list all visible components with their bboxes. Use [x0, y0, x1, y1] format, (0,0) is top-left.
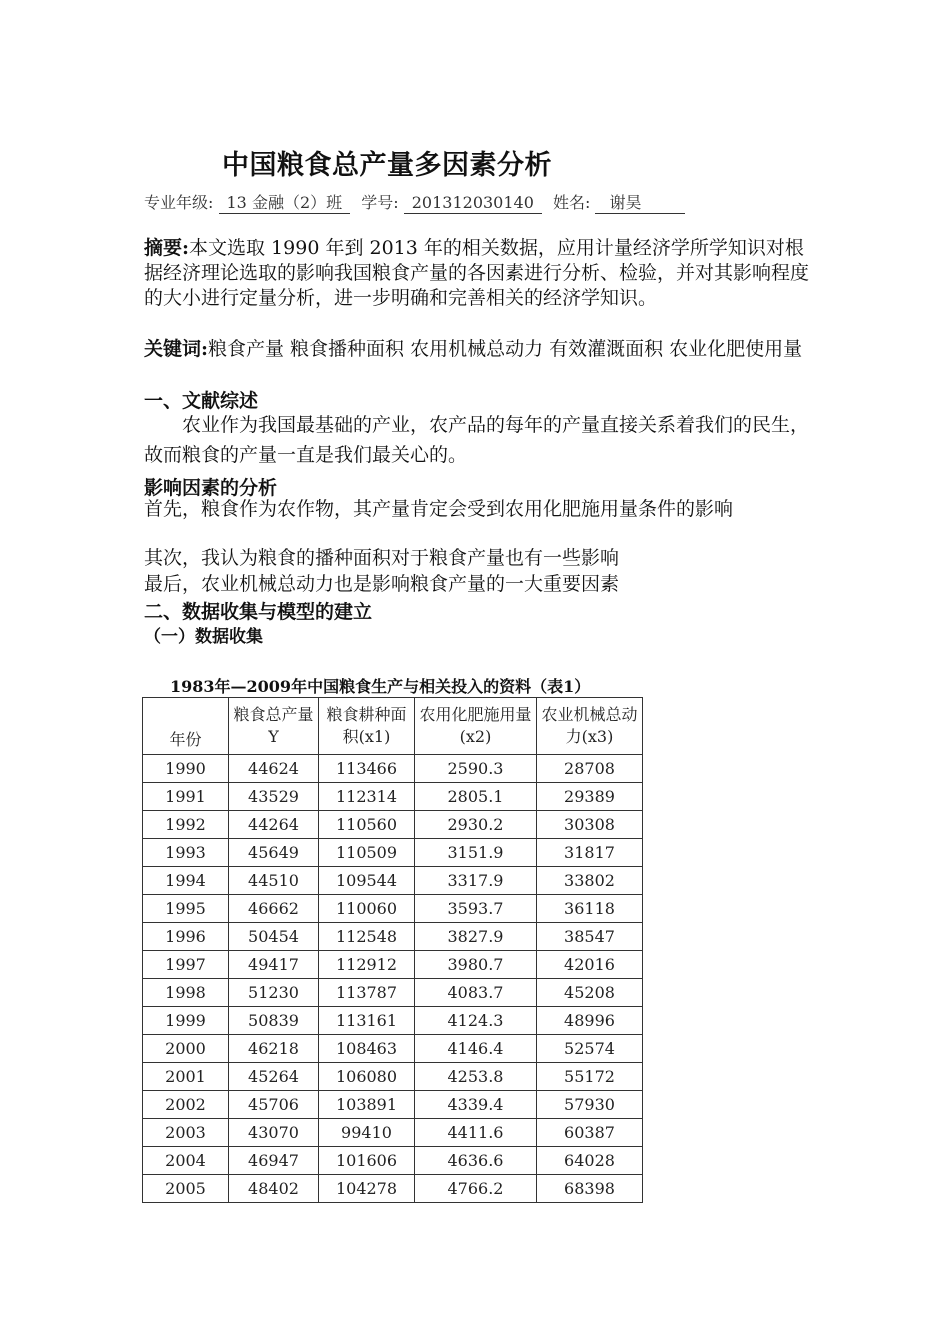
table-cell: 45706 [229, 1091, 319, 1119]
header-machinery: 农业机械总动力(x3) [537, 698, 643, 755]
table-cell: 49417 [229, 951, 319, 979]
table-cell: 48402 [229, 1175, 319, 1203]
table-cell: 1992 [143, 811, 229, 839]
table-cell: 110560 [319, 811, 415, 839]
table-row [143, 1007, 643, 1035]
table-cell: 1996 [143, 923, 229, 951]
table-cell: 43070 [229, 1119, 319, 1147]
table-cell: 3317.9 [415, 867, 537, 895]
table-cell: 55172 [537, 1063, 643, 1091]
table-cell: 2003 [143, 1119, 229, 1147]
table-cell: 2805.1 [415, 783, 537, 811]
table-cell: 110060 [319, 895, 415, 923]
table-row [143, 783, 643, 811]
table-cell: 4411.6 [415, 1119, 537, 1147]
student-id-value: 201312030140 [404, 194, 542, 214]
table-row [143, 1091, 643, 1119]
table-cell: 60387 [537, 1119, 643, 1147]
table-cell: 101606 [319, 1147, 415, 1175]
table-header-row [143, 698, 643, 755]
table-cell: 44264 [229, 811, 319, 839]
table-row [143, 979, 643, 1007]
table-cell: 2005 [143, 1175, 229, 1203]
major-value: 13 金融（2）班 [219, 194, 351, 214]
header-grain-output: 粮食总产量Y [229, 698, 319, 755]
table-cell: 45264 [229, 1063, 319, 1091]
section1-heading: 一、文献综述 [144, 390, 259, 412]
section1-paragraph: 农业作为我国最基础的产业，农产品的每年的产量直接关系着我们的民生，故而粮食的产量一直是我们最关心的。 [144, 414, 810, 466]
table-cell: 31817 [537, 839, 643, 867]
table-cell: 28708 [537, 755, 643, 783]
table-cell: 2930.2 [415, 811, 537, 839]
table-row [143, 923, 643, 951]
table-row [143, 839, 643, 867]
section2-heading: 二、数据收集与模型的建立 [144, 601, 373, 623]
table-caption: 1983年—2009年中国粮食生产与相关投入的资料（表1） [170, 677, 591, 696]
table-cell: 99410 [319, 1119, 415, 1147]
factor-line-3: 最后，农业机械总动力也是影响粮食产量的一大重要因素 [144, 573, 620, 595]
table-cell: 103891 [319, 1091, 415, 1119]
table-cell: 52574 [537, 1035, 643, 1063]
table-cell: 48996 [537, 1007, 643, 1035]
table-row [143, 1119, 643, 1147]
table-cell: 1991 [143, 783, 229, 811]
table-cell: 38547 [537, 923, 643, 951]
author-info [144, 190, 691, 214]
factor-line-1: 首先，粮食作为农作物，其产量肯定会受到农用化肥施用量条件的影响 [144, 498, 734, 520]
header-year: 年份 [143, 698, 229, 755]
table-cell: 4124.3 [415, 1007, 537, 1035]
student-id-label: 学号: [361, 193, 399, 212]
table-row [143, 1147, 643, 1175]
table-row [143, 755, 643, 783]
table-cell: 3593.7 [415, 895, 537, 923]
table-cell: 46947 [229, 1147, 319, 1175]
factor-line-2: 其次，我认为粮食的播种面积对于粮食产量也有一些影响 [144, 547, 620, 569]
name-label: 姓名: [552, 193, 591, 212]
table-cell: 112548 [319, 923, 415, 951]
table-cell: 113161 [319, 1007, 415, 1035]
table-cell: 104278 [319, 1175, 415, 1203]
table-cell: 44510 [229, 867, 319, 895]
keywords-label: 关键词: [144, 338, 209, 360]
table-row [143, 951, 643, 979]
table-cell: 33802 [537, 867, 643, 895]
table-cell: 2004 [143, 1147, 229, 1175]
table-cell: 4146.4 [415, 1035, 537, 1063]
table-row [143, 1035, 643, 1063]
table-cell: 1994 [143, 867, 229, 895]
table-cell: 1997 [143, 951, 229, 979]
table-cell: 36118 [537, 895, 643, 923]
table-cell: 29389 [537, 783, 643, 811]
table-cell: 4253.8 [415, 1063, 537, 1091]
grain-data-table [142, 697, 643, 1203]
table-cell: 3980.7 [415, 951, 537, 979]
page-title: 中国粮食总产量多因素分析 [222, 150, 552, 181]
table-cell: 44624 [229, 755, 319, 783]
table-cell: 109544 [319, 867, 415, 895]
table-row [143, 895, 643, 923]
table-cell: 42016 [537, 951, 643, 979]
table-cell: 4083.7 [415, 979, 537, 1007]
table-cell: 4636.6 [415, 1147, 537, 1175]
factors-heading: 影响因素的分析 [144, 477, 278, 499]
table-cell: 68398 [537, 1175, 643, 1203]
keywords-text: 粮食产量 粮食播种面积 农用机械总动力 有效灌溉面积 农业化肥使用量 [208, 338, 803, 360]
keywords [144, 337, 810, 362]
table-cell: 2001 [143, 1063, 229, 1091]
table-cell: 3827.9 [415, 923, 537, 951]
table-cell: 4339.4 [415, 1091, 537, 1119]
abstract-label: 摘要: [144, 237, 190, 259]
table-row [143, 811, 643, 839]
table-cell: 113466 [319, 755, 415, 783]
section2-subheading: （一）数据收集 [144, 627, 263, 647]
major-label: 专业年级: [144, 193, 214, 212]
table-row [143, 1175, 643, 1203]
name-value: 谢昊 [595, 194, 685, 214]
table-cell: 2002 [143, 1091, 229, 1119]
table-cell: 45208 [537, 979, 643, 1007]
table-cell: 2000 [143, 1035, 229, 1063]
abstract-text: 本文选取 1990 年到 2013 年的相关数据，应用计量经济学所学知识对根据经济理论选取的影响我国粮食产量的各因素进行分析、检验，并对其影响程度的大小进行定量分析，进一步明确和完善相关的经济学知识。 [144, 237, 810, 309]
table-cell: 1998 [143, 979, 229, 1007]
table-body [143, 755, 643, 1203]
table-cell: 46218 [229, 1035, 319, 1063]
table-cell: 30308 [537, 811, 643, 839]
table-cell: 112912 [319, 951, 415, 979]
table-cell: 112314 [319, 783, 415, 811]
table-cell: 3151.9 [415, 839, 537, 867]
table-cell: 57930 [537, 1091, 643, 1119]
table-cell: 108463 [319, 1035, 415, 1063]
table-cell: 45649 [229, 839, 319, 867]
table-cell: 1993 [143, 839, 229, 867]
table-cell: 51230 [229, 979, 319, 1007]
table-cell: 50839 [229, 1007, 319, 1035]
header-sown-area: 粮食耕种面积(x1) [319, 698, 415, 755]
table-cell: 50454 [229, 923, 319, 951]
table-cell: 2590.3 [415, 755, 537, 783]
table-row [143, 867, 643, 895]
table-cell: 46662 [229, 895, 319, 923]
table-cell: 1995 [143, 895, 229, 923]
table-cell: 4766.2 [415, 1175, 537, 1203]
abstract [144, 236, 810, 311]
table-cell: 113787 [319, 979, 415, 1007]
table-cell: 64028 [537, 1147, 643, 1175]
table-cell: 110509 [319, 839, 415, 867]
table-cell: 1990 [143, 755, 229, 783]
header-fertilizer: 农用化肥施用量(x2) [415, 698, 537, 755]
table-row [143, 1063, 643, 1091]
table-cell: 106080 [319, 1063, 415, 1091]
table-cell: 1999 [143, 1007, 229, 1035]
table-cell: 43529 [229, 783, 319, 811]
